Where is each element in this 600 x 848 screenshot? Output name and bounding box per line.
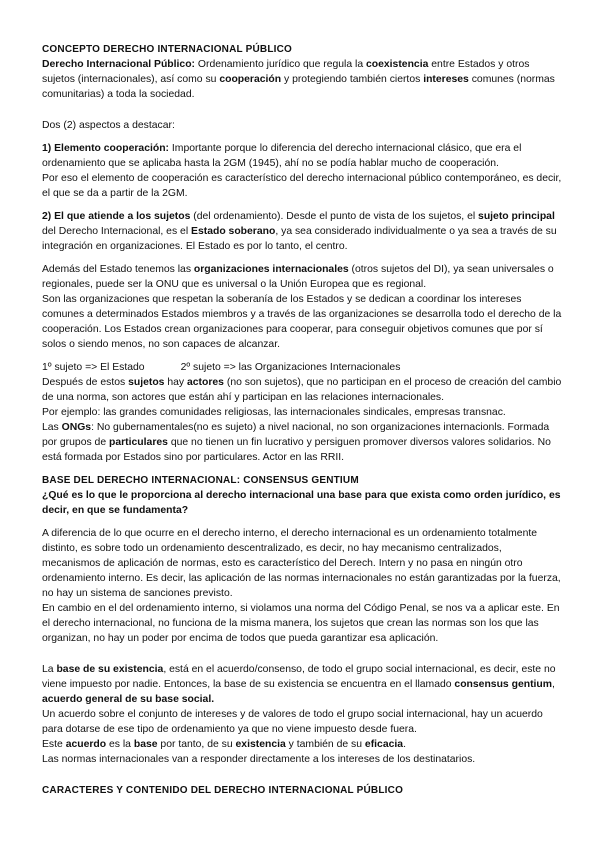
norms-line: Las normas internacionales van a responder directamente a los intereses de los destinatarios.: [42, 754, 476, 765]
organizations-paragraph-cont: Son las organizaciones que respetan la soberanía de los Estados y se dedican a coordinar los intereses comunes a determinados Estados miembros y a través de las organizaciones se desarrolla todo el derecho de la cooperación. Los Estados crean organizaciones para cooperar, para conseguir objetivos comunes que por sí solos o siendo menos, no son capaces de alcanzar.: [42, 294, 562, 350]
actors-paragraph: Después de estos sujetos hay actores (no son sujetos), que no participan en el proceso de creación del cambio de una norma, son actores que están ahí y participan en las relaciones internacionales.: [42, 377, 562, 403]
section-question: ¿Qué es lo que le proporciona al derecho internacional una base para que exista como orden jurídico, es decir, en que se fundamenta?: [42, 490, 561, 516]
subjects-list: 1º sujeto => El Estado 2º sujeto => las Organizaciones Internacionales: [42, 362, 401, 373]
base-existence-paragraph: La base de su existencia, está en el acuerdo/consenso, de todo el grupo social internacional, es decir, este no viene impuesto por nadie. Entonces, la base de su existencia se encuentra en el llamado consensus gentium, acuerdo general de su base social.: [42, 664, 556, 705]
section-title-caracteres: CARACTERES Y CONTENIDO DEL DERECHO INTERNACIONAL PÚBLICO: [42, 785, 404, 796]
ongs-paragraph: Las ONGs: No gubernamentales(no es sujeto) a nivel nacional, no son organizaciones internacionls. Formada por grupos de particulares que no tienen un fin lucrativo y persiguen promover diversos valores solidarios. No está formada por Estados sino por particulares. Actor en las RRII.: [42, 422, 551, 463]
base-paragraph-2: En cambio en el del ordenamiento interno, si violamos una norma del Código Penal, se nos va a aplicar este. En el derecho internacional, no funciona de la misma manera, los sujetos que crean las normas son los que las organizan, no hay un poder por encima de todos que pueda garantizar esa aplicación.: [42, 603, 560, 644]
base-paragraph-1: A diferencia de lo que ocurre en el derecho interno, el derecho internacional es un ordenamiento totalmente distinto, es sobre todo un ordenamiento descentralizado, es decir, no hay mecanismo centralizados, mecanismos de aplicación de normas, esto es característico del Derech. Intern y no pasa en ningún otro ordenamiento interno. Es decir, las aplicación de las normas internacionales no están garantizadas por la fuerza, no hay un sistema de sanciones previsto.: [42, 528, 561, 599]
organizations-paragraph: Además del Estado tenemos las organizaciones internacionales (otros sujetos del DI), ya sean universales o regionales, puede ser la ONU que es universal o la Unión Europea que es regional.: [42, 264, 554, 290]
aspect-cooperation: 1) Elemento cooperación: Importante porque lo diferencia del derecho internacional clásico, que era el ordenamiento que se aplicaba hasta la 2GM (1945), ahí no se podía hablar mucho de cooperación.: [42, 143, 522, 169]
document-page: [42, 42, 562, 798]
def-term: Derecho Internacional Público:: [42, 59, 196, 70]
agreement-base-line: Este acuerdo es la base por tanto, de su existencia y también de su eficacia.: [42, 739, 406, 750]
aspect-subjects: 2) El que atiende a los sujetos (del ordenamiento). Desde el punto de vista de los sujetos, el sujeto principal del Derecho Internacional, es el Estado soberano, ya sea considerado individualmente o ya sea a través de su integración en organizaciones. El Estado es por lo tanto, el centro.: [42, 211, 557, 252]
actors-example: Por ejemplo: las grandes comunidades religiosas, las internacionales sindicales, empresas transnac.: [42, 407, 506, 418]
aspect-cooperation-cont: Por eso el elemento de cooperación es característico del derecho internacional público contemporáneo, es decir, el que se da a partir de la 2GM.: [42, 173, 562, 199]
definition-paragraph: Derecho Internacional Público: Ordenamiento jurídico que regula la coexistencia entre Estados y otros sujetos (internacionales), así como su cooperación y protegiendo también ciertos intereses comunes (normas comunitarias) a toda la sociedad.: [42, 59, 555, 100]
agreement-paragraph: Un acuerdo sobre el conjunto de intereses y de valores de todo el grupo social internacional, hay un acuerdo para dotarse de ese tipo de ordenamiento ya que no viene impuesto desde fuera.: [42, 709, 543, 735]
aspects-intro: Dos (2) aspectos a destacar:: [42, 120, 175, 131]
section-title-concepto: CONCEPTO DERECHO INTERNACIONAL PÚBLICO: [42, 44, 293, 55]
section-title-base: BASE DEL DERECHO INTERNACIONAL: CONSENSUS GENTIUM: [42, 475, 359, 486]
